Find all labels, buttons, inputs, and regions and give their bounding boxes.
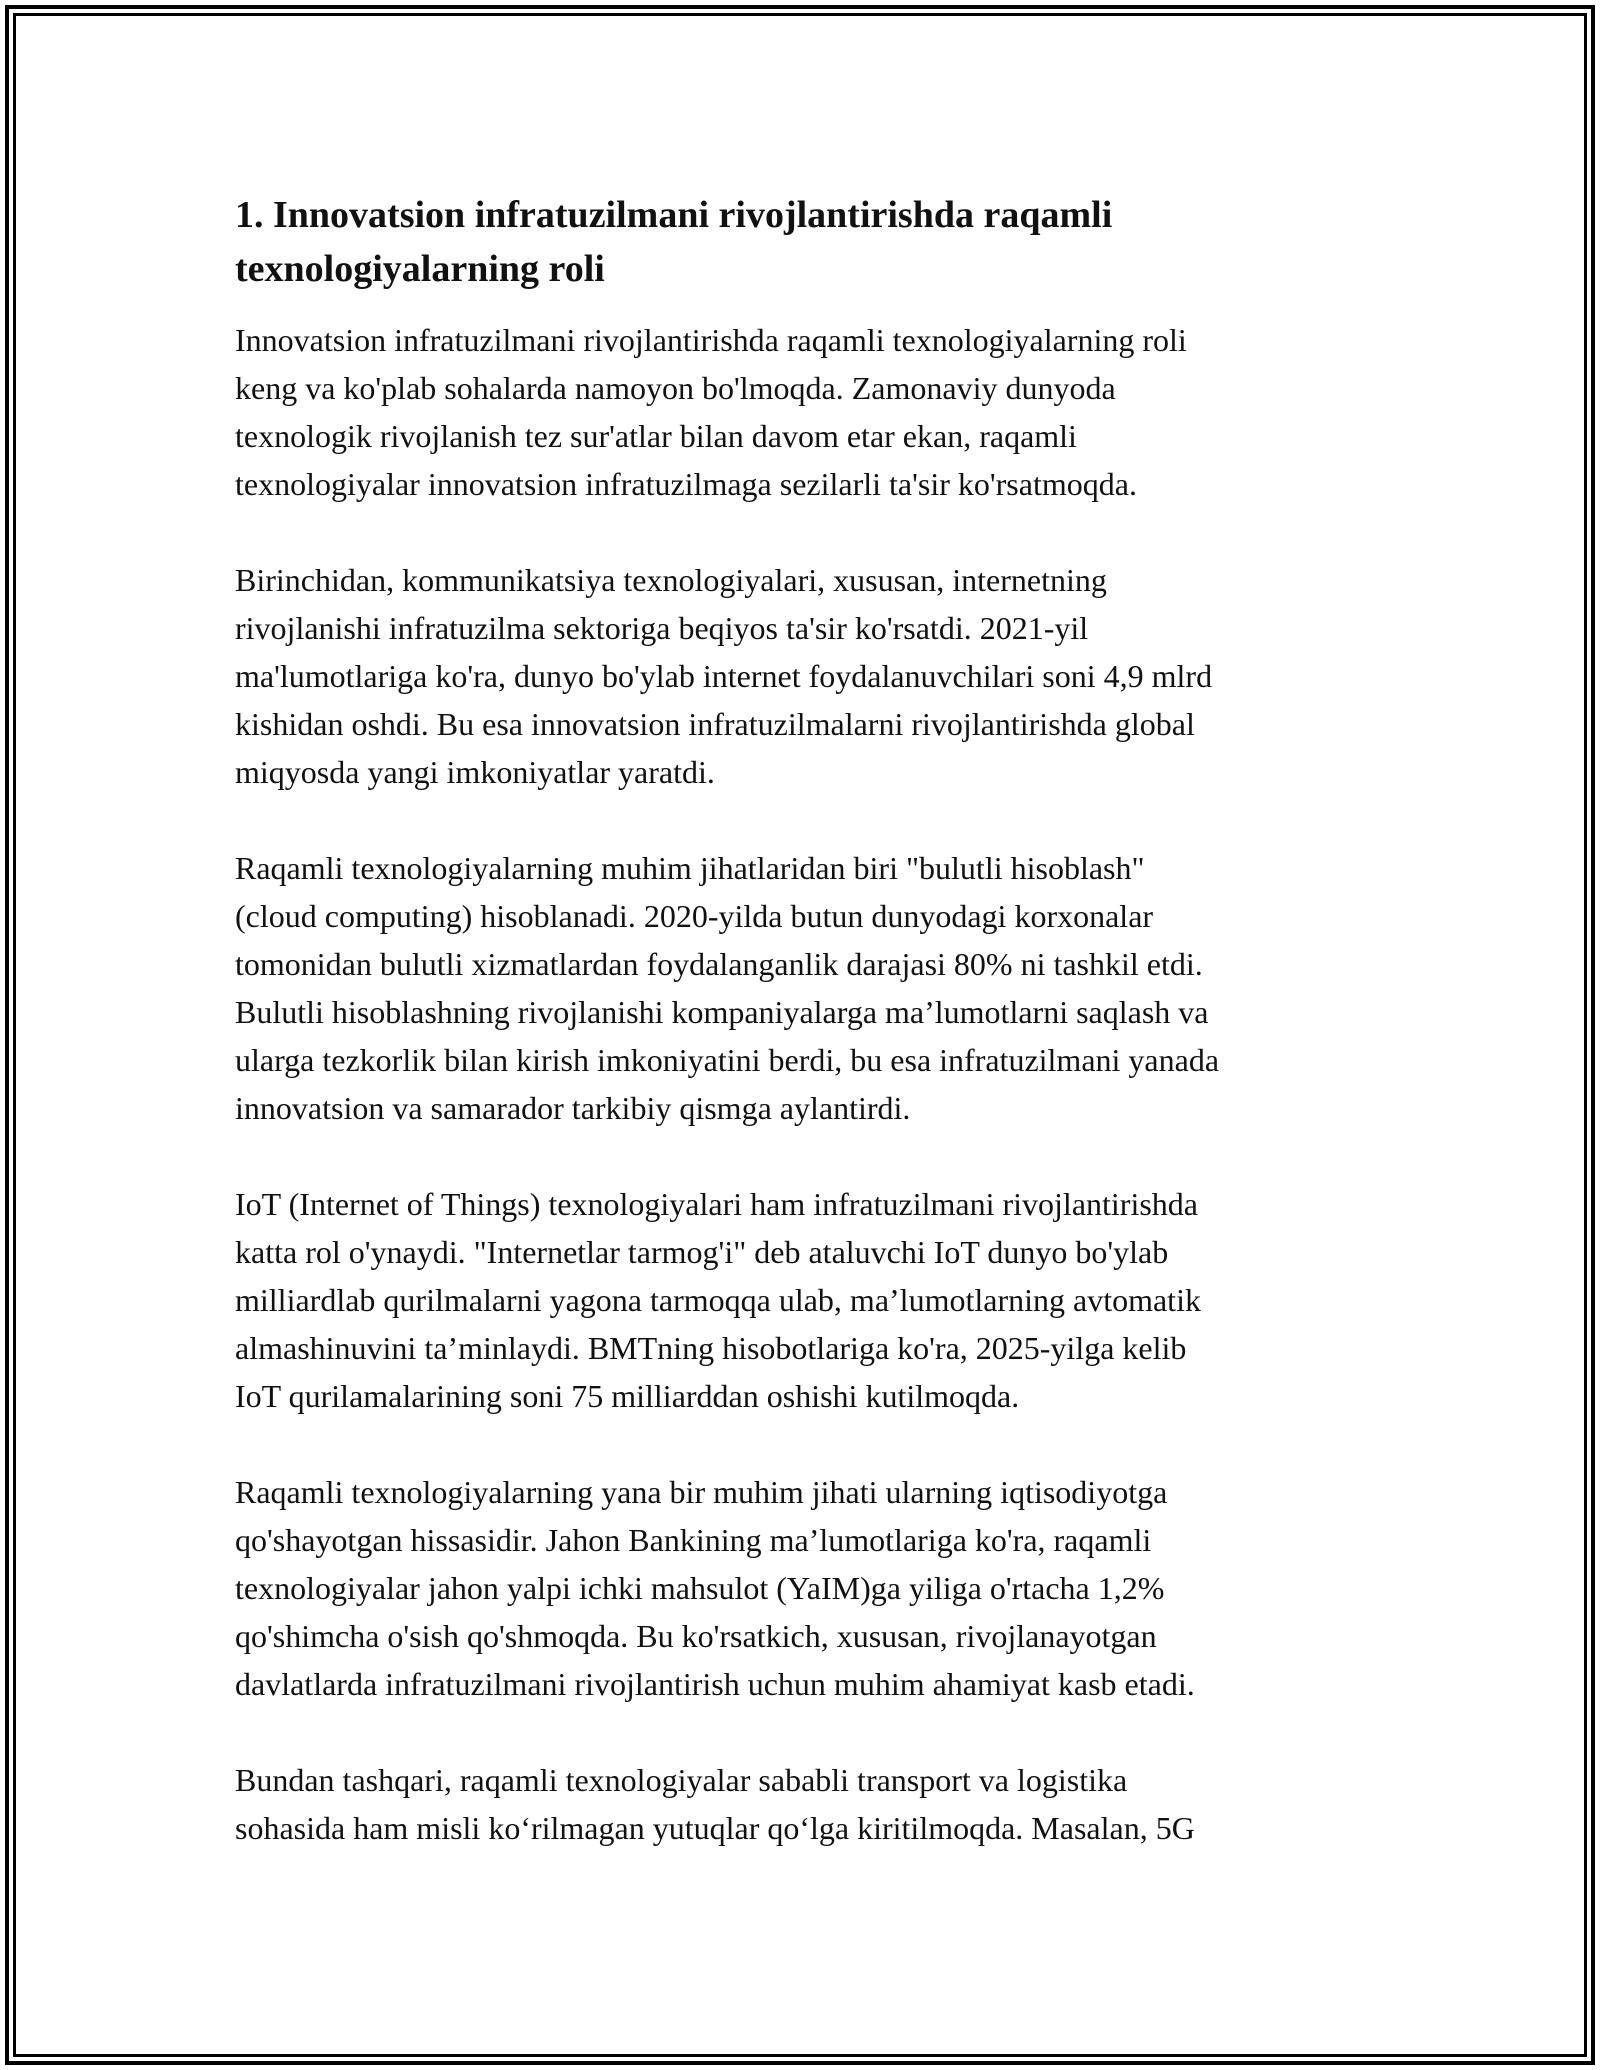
text-line: texnologik rivojlanish tez sur'atlar bilan davom etar ekan, raqamli <box>235 418 1077 454</box>
text-line: Birinchidan, kommunikatsiya texnologiyalari, xususan, internetning <box>235 562 1107 598</box>
text-line: Raqamli texnologiyalarning muhim jihatlaridan biri "bulutli hisoblash" <box>235 850 1145 886</box>
text-line: katta rol o'ynaydi. "Internetlar tarmog'i" deb ataluvchi IoT dunyo bo'ylab <box>235 1234 1169 1270</box>
text-line: Innovatsion infratuzilmani rivojlantirishda raqamli texnologiyalarning roli <box>235 322 1187 358</box>
heading-line: 1. Innovatsion infratuzilmani rivojlantirishda raqamli <box>235 194 1113 236</box>
paragraph-economy <box>235 1468 1375 1708</box>
text-line: ularga tezkorlik bilan kirish imkoniyatini berdi, bu esa infratuzilmani yanada <box>235 1042 1220 1078</box>
text-line: qo'shimcha o'sish qo'shmoqda. Bu ko'rsatkich, xususan, rivojlanayotgan <box>235 1618 1157 1654</box>
text-line: IoT qurilamalarining soni 75 milliarddan oshishi kutilmoqda. <box>235 1378 1020 1414</box>
paragraph-transport <box>235 1756 1375 1852</box>
text-line: kishidan oshdi. Bu esa innovatsion infratuzilmalarni rivojlantirishda global <box>235 706 1195 742</box>
text-line: milliardlab qurilmalarni yagona tarmoqqa ulab, ma’lumotlarning avtomatik <box>235 1282 1201 1318</box>
text-line: Raqamli texnologiyalarning yana bir muhim jihati ularning iqtisodiyotga <box>235 1474 1168 1510</box>
paragraph-internet <box>235 556 1375 796</box>
text-line: texnologiyalar jahon yalpi ichki mahsulot (YaIM)ga yiliga o'rtacha 1,2% <box>235 1570 1165 1606</box>
text-line: davlatlarda infratuzilmani rivojlantirish uchun muhim ahamiyat kasb etadi. <box>235 1666 1195 1702</box>
paragraph-iot <box>235 1180 1375 1420</box>
text-line: innovatsion va samarador tarkibiy qismga aylantirdi. <box>235 1090 911 1126</box>
paragraph-cloud <box>235 844 1375 1132</box>
text-line: miqyosda yangi imkoniyatlar yaratdi. <box>235 754 715 790</box>
text-line: Bundan tashqari, raqamli texnologiyalar sababli transport va logistika <box>235 1762 1128 1798</box>
text-line: ma'lumotlariga ko'ra, dunyo bo'ylab internet foydalanuvchilari soni 4,9 mlrd <box>235 658 1213 694</box>
text-line: texnologiyalar innovatsion infratuzilmaga sezilarli ta'sir ko'rsatmoqda. <box>235 466 1137 502</box>
heading-line: texnologiyalarning roli <box>235 248 605 290</box>
text-line: Bulutli hisoblashning rivojlanishi kompaniyalarga ma’lumotlarni saqlash va <box>235 994 1209 1030</box>
text-line: IoT (Internet of Things) texnologiyalari ham infratuzilmani rivojlantirishda <box>235 1186 1198 1222</box>
text-line: almashinuvini ta’minlaydi. BMTning hisobotlariga ko'ra, 2025-yilga kelib <box>235 1330 1187 1366</box>
text-line: keng va ko'plab sohalarda namoyon bo'lmoqda. Zamonaviy dunyoda <box>235 370 1116 406</box>
paragraph-intro <box>235 316 1375 508</box>
section-heading <box>235 188 1375 296</box>
text-line: rivojlanishi infratuzilma sektoriga beqiyos ta'sir ko'rsatdi. 2021-yil <box>235 610 1089 646</box>
text-line: qo'shayotgan hissasidir. Jahon Bankining ma’lumotlariga ko'ra, raqamli <box>235 1522 1152 1558</box>
text-line: sohasida ham misli ko‘rilmagan yutuqlar qo‘lga kiritilmoqda. Masalan, 5G <box>235 1810 1195 1846</box>
text-line: tomonidan bulutli xizmatlardan foydalanganlik darajasi 80% ni tashkil etdi. <box>235 946 1203 982</box>
document-body <box>235 188 1375 1900</box>
text-line: (cloud computing) hisoblanadi. 2020-yilda butun dunyodagi korxonalar <box>235 898 1154 934</box>
